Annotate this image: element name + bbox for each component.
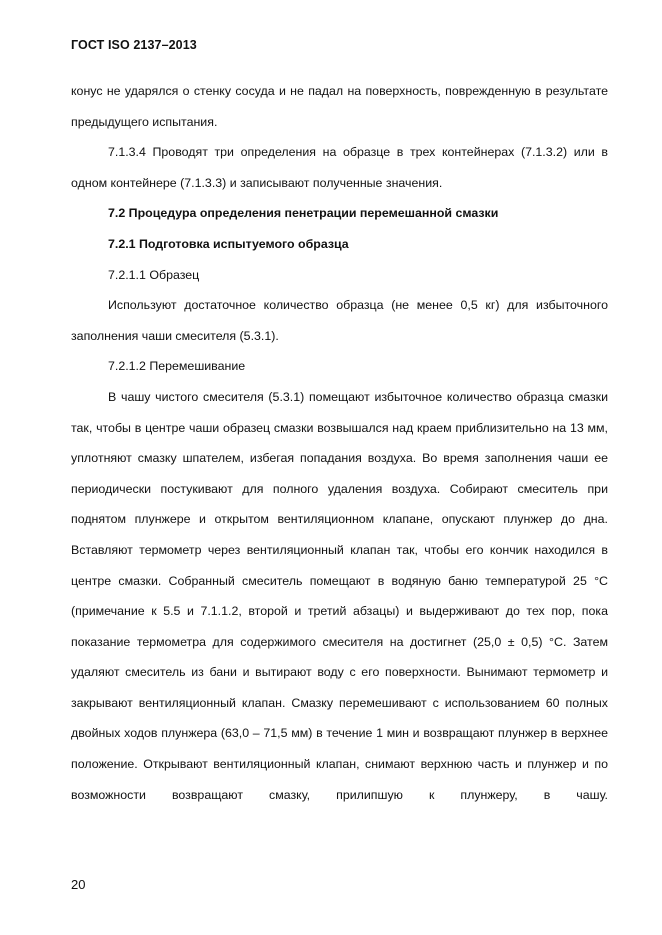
subsection-heading-7-2-1-2: 7.2.1.2 Перемешивание [108, 359, 246, 374]
paragraph-sample-quantity: Используют достаточное количество образца (не менее 0,5 кг) для избыточного заполнения чаши смесителя (5.3.1). [71, 298, 608, 343]
paragraph-7-1-3-4: 7.1.3.4 Проводят три определения на образце в трех контейнерах (7.1.3.2) или в одном контейнере (7.1.3.3) и записывают полученные значения. [71, 145, 608, 190]
page-number: 20 [71, 877, 86, 892]
paragraph-continuation: конус не ударялся о стенку сосуда и не падал на поверхность, поврежденную в результате предыдущего испытания. [71, 84, 608, 129]
document-body [71, 76, 608, 810]
paragraph-mixing-procedure: В чашу чистого смесителя (5.3.1) помещают избыточное количество образца смазки так, чтобы в центре чаши образец смазки возвышался над краем приблизительно на 13 мм, уплотняют смазку шпателем, избегая попадания воздуха. Во время заполнения чаши ее периодически постукивают для полного удаления воздуха. Собирают смеситель при поднятом плунжере и открытом вентиляционном клапане, опускают плунжер до дна. Вставляют термометр через вентиляционный клапан так, чтобы его кончик находился в центре смазки. Собранный смеситель помещают в водяную баню температурой 25 °С (примечание к 5.5 и 7.1.1.2, второй и третий абзацы) и выдерживают до тех пор, пока показание термометра для содержимого смесителя на достигнет (25,0 ± 0,5) °С. Затем удаляют смеситель из бани и вытирают воду с его поверхности. Вынимают термометр и закрывают вентиляционный клапан. Смазку перемешивают с использованием 60 полных двойных ходов плунжера (63,0 – 71,5 мм) в течение 1 мин и возвращают плунжер в верхнее положение. Открывают вентиляционный клапан, снимают верхнюю часть и плунжер и по возможности возвращают смазку, прилипшую к плунжеру, в чашу. [71, 389, 608, 802]
standard-code-header: ГОСТ ISO 2137–2013 [71, 38, 197, 52]
section-heading-7-2: 7.2 Процедура определения пенетрации перемешанной смазки [108, 206, 499, 221]
subsection-heading-7-2-1-1: 7.2.1.1 Образец [108, 267, 200, 282]
section-heading-7-2-1: 7.2.1 Подготовка испытуемого образца [108, 236, 349, 251]
